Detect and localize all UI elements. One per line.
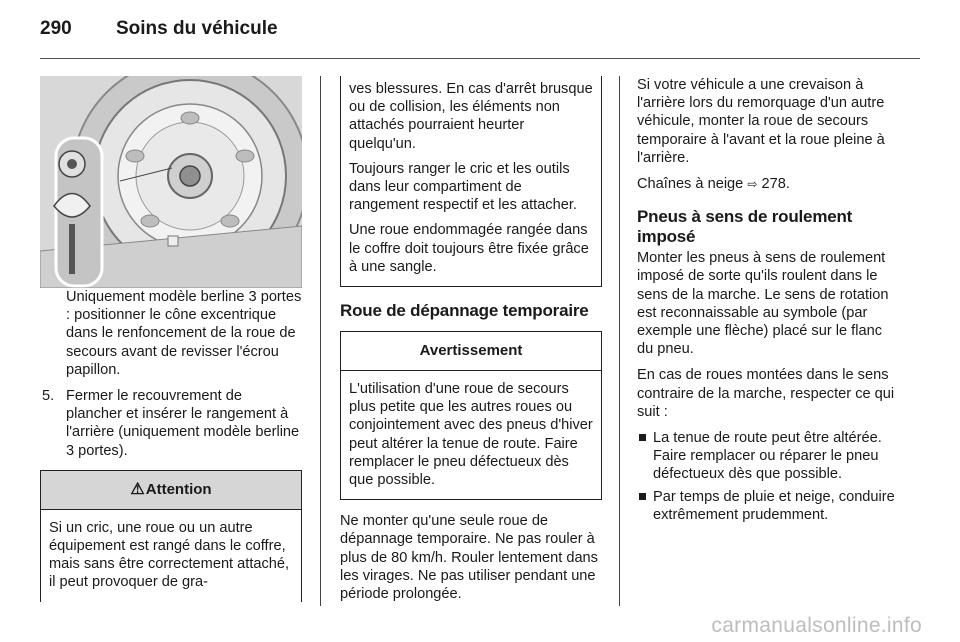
list-item — [637, 429, 902, 484]
page-header — [40, 18, 920, 56]
warning-header — [341, 332, 601, 371]
attention-cont-paragraph: Une roue endommagée rangée dans le coffre doit toujours être fixée grâce à une sangle. — [349, 222, 589, 275]
snow-chains-label: Chaînes à neige — [637, 176, 744, 193]
watermark: carmanualsonline.info — [711, 614, 922, 637]
column-3 — [637, 76, 902, 528]
column-divider-2 — [619, 76, 620, 606]
bullet-text: La tenue de route peut être altérée. Faire remplacer ou réparer le pneu défectueux dès que possible. — [653, 430, 882, 483]
caption-text: Uniquement modèle berline 3 portes : positionner le cône excentrique dans le renfoncement de la roue de secours avant de revisser l'écrou papillon. — [66, 289, 302, 378]
step-text: Fermer le recouvrement de plancher et insérer le rangement à l'arrière (uniquement modèle berline 3 portes). — [66, 388, 300, 459]
warning-triangle-icon: ⚠ — [130, 480, 145, 498]
bullet-square-icon — [639, 434, 646, 441]
snow-chains-reference — [637, 175, 902, 193]
column-divider-1 — [320, 76, 321, 606]
page-number: 290 — [40, 18, 72, 39]
attention-continued-body — [341, 76, 601, 286]
spare-wheel-illustration — [40, 76, 302, 288]
attention-box — [40, 470, 302, 602]
section-heading-temporary-spare: Roue de dépannage temporaire — [340, 301, 589, 321]
column-2 — [340, 76, 602, 611]
reverse-mounting-paragraph: En cas de roues montées dans le sens contraire de la marche, respecter ce qui suit : — [637, 367, 895, 420]
section-heading-directional-tyres: Pneus à sens de roulement imposé — [637, 207, 853, 247]
towing-puncture-paragraph: Si votre véhicule a une crevaison à l'arrière lors du remorquage d'un autre véhicule, monter la roue de secours temporaire à l'avant et la roue pleine à l'arrière. — [637, 77, 885, 166]
attention-title: Attention — [145, 480, 212, 498]
warning-text: L'utilisation d'une roue de secours plus petite que les autres roues ou conjointement avec des pneus d'hiver peut altérer la tenue de route. Faire remplacer le pneu défectueux dès que possible. — [349, 381, 593, 489]
temporary-spare-instructions: Ne monter qu'une seule roue de dépannage temporaire. Ne pas rouler à plus de 80 km/h. Rouler lentement dans les virages. Ne pas utiliser pendant une période prolongée. — [340, 513, 598, 603]
attention-cont-paragraph: ves blessures. En cas d'arrêt brusque ou de collision, les éléments non attachés pourraient heurter quelqu'un. — [349, 81, 593, 152]
directional-tyres-paragraph: Monter les pneus à sens de roulement imposé de sorte qu'ils roulent dans le sens de la marche. Le sens de rotation est reconnaissable au symbole (par exemple une flèche) placé sur le flanc du pneu. — [637, 250, 889, 358]
spare-wheel-drawing — [40, 76, 302, 288]
snow-chains-page[interactable]: 278. — [761, 176, 790, 193]
page-reference-icon: ⇨ — [747, 177, 758, 192]
step-number: 5. — [42, 388, 55, 405]
step-5 — [40, 387, 302, 460]
attention-cont-paragraph: Toujours ranger le cric et les outils dans leur compartiment de rangement respectif et les attacher. — [349, 160, 577, 214]
page-title: Soins du véhicule — [116, 18, 278, 39]
attention-box-continued — [340, 76, 602, 287]
warning-body — [341, 371, 601, 499]
warning-box — [340, 331, 602, 500]
attention-header — [41, 471, 301, 510]
header-rule — [40, 58, 920, 59]
attention-text: Si un cric, une roue ou un autre équipement est rangé dans le coffre, mais sans être correctement attaché, il peut provoquer de gra- — [49, 519, 290, 591]
bullet-square-icon — [639, 493, 646, 500]
warning-title: Avertissement — [419, 341, 523, 359]
column-1 — [40, 76, 302, 602]
attention-body — [41, 510, 301, 602]
list-item — [637, 488, 902, 524]
bullet-text: Par temps de pluie et neige, conduire extrêmement prudemment. — [653, 488, 895, 523]
